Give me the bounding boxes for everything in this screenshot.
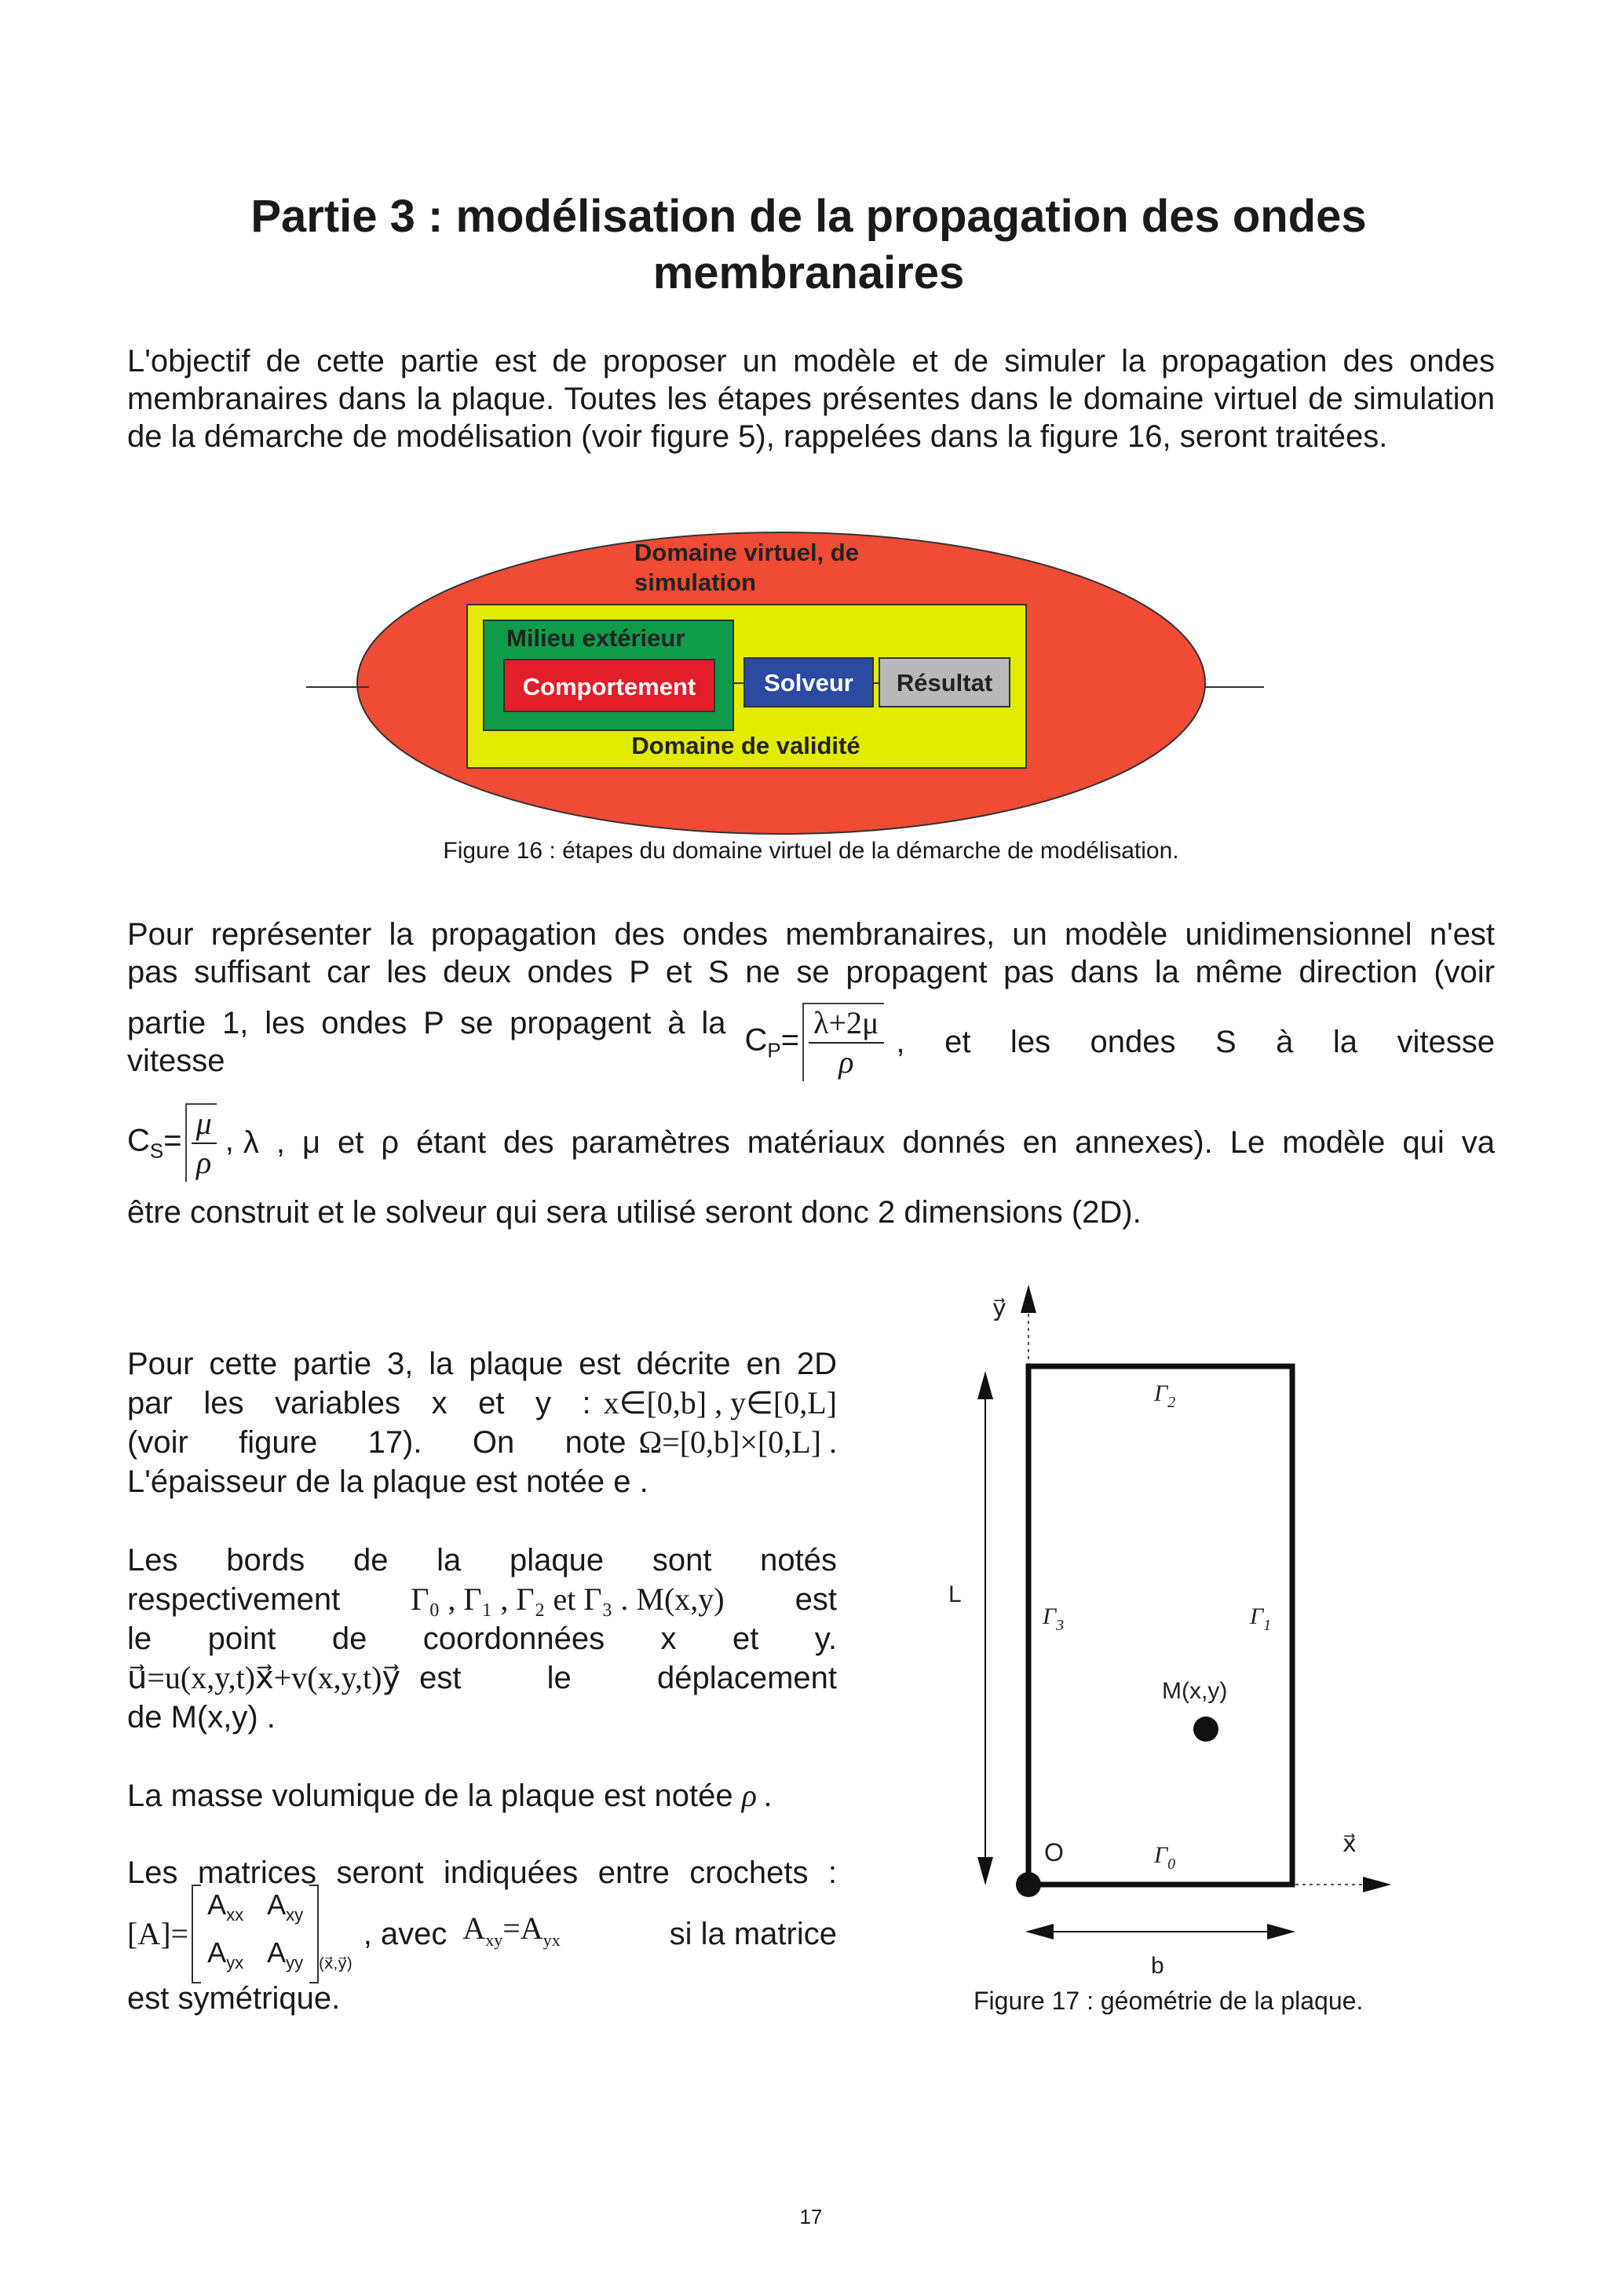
L-label: L xyxy=(948,1581,962,1607)
page-number: 17 xyxy=(799,2205,823,2228)
L-arrow-bottom xyxy=(977,1857,993,1885)
para2-line-3a: partie 1, les ondes P se propagent à la vitesse xyxy=(127,1006,726,1078)
cp-formula: $C_P=$ $\frac{\lambda+2\mu}{\rho}$ xyxy=(745,1003,884,1081)
col-p1-line-2 xyxy=(127,1384,837,1423)
para2-line-1: Pour représenter la propagation des ondes membranaires, un modèle unidimensionnel n'est xyxy=(127,917,1495,952)
cp-numerator: λ+2μ xyxy=(809,1004,883,1044)
gamma-0-label: $\Gamma_0$ xyxy=(1154,1842,1176,1873)
cs-denominator: ρ xyxy=(196,1145,212,1180)
col-p2-line-2 xyxy=(127,1580,837,1619)
matrix-A xyxy=(192,1885,353,1983)
origin-point xyxy=(1016,1872,1041,1897)
matrix-lhs: [A]= xyxy=(127,1916,189,1951)
cs-numerator: μ xyxy=(192,1105,217,1144)
col-p2-line-2-end: est xyxy=(795,1582,837,1617)
cs-subscript: S xyxy=(149,1139,164,1163)
page-title xyxy=(126,188,1492,302)
col-p1-line-2-math: x∈[0,b] , y∈[0,L] xyxy=(603,1385,837,1420)
origin-label: O xyxy=(1044,1838,1064,1866)
col-p1-line-3-text: (voir figure 17). On note xyxy=(127,1425,627,1460)
cp-symbol: C xyxy=(744,1022,768,1058)
col-p2-line-4-math: u⃗=u(x,y,t)x⃗+v(x,y,t)y⃗ xyxy=(127,1660,401,1695)
col-p4-end: si la matrice xyxy=(669,1917,837,1951)
para2-line-3b: , et les ondes S à la vitesse xyxy=(896,1025,1495,1059)
col-p2-line-2-math: Γ₀ , Γ₁ , Γ₂ et Γ₃ . M(x,y) xyxy=(411,1581,725,1617)
col-p1-line-1: Pour cette partie 3, la plaque est décrite en 2D xyxy=(127,1347,837,1381)
col-p3-text: La masse volumique de la plaque est notée xyxy=(127,1779,733,1813)
point-M-label: M(x,y) xyxy=(1162,1678,1228,1704)
page-title-line-2: membranaires xyxy=(652,247,965,298)
x-axis-arrow xyxy=(1363,1877,1391,1892)
col-p1-line-4-text: L'épaisseur de la plaque est notée xyxy=(127,1464,605,1499)
figure-17-diagram xyxy=(926,1272,1413,2010)
b-arrow-left xyxy=(1025,1924,1054,1940)
col-p2-line-1: Les bords de la plaque sont notés xyxy=(127,1543,837,1578)
cs-symbol: C xyxy=(127,1123,150,1158)
col-p1-line-3-math: Ω=[0,b]×[0,L] . xyxy=(638,1424,837,1460)
cs-formula: $C_S=$ $\frac{\mu}{\rho}$ , xyxy=(127,1103,234,1182)
col-p3-math: ρ . xyxy=(741,1778,773,1813)
matrix-a-yx: $A_{yx}$ xyxy=(207,1936,244,1973)
col-p1-line-2-text: par les variables x et y : xyxy=(127,1386,591,1420)
figure-16-caption: Figure 16 : étapes du domaine virtuel de la démarche de modélisation. xyxy=(443,838,1179,864)
comportement-label: Comportement xyxy=(522,673,696,700)
col-p1-line-4-math: e . xyxy=(613,1464,648,1499)
col-p1-line-4 xyxy=(127,1462,837,1501)
milieu-exterieur-label: Milieu extérieur xyxy=(506,624,685,652)
x-axis-label: x⃗ xyxy=(1343,1831,1357,1857)
domain-virtuel-label-2: simulation xyxy=(634,569,757,596)
domain-virtuel-label-1: Domaine virtuel, de xyxy=(634,539,859,566)
y-axis-label: y⃗ xyxy=(992,1296,1006,1322)
cp-denominator: ρ xyxy=(838,1044,854,1080)
col-p3-line xyxy=(127,1776,837,1815)
L-arrow-top xyxy=(977,1371,993,1399)
col-p4-avec: , avec xyxy=(363,1917,448,1951)
col-p2-line-4-text: est le déplacement xyxy=(419,1661,837,1695)
figure-17-caption: Figure 17 : géométrie de la plaque. xyxy=(974,1987,1364,2015)
para2-line-5: être construit et le solveur qui sera utilisé seront donc 2 dimensions (2D). xyxy=(127,1195,1142,1230)
b-label: b xyxy=(1151,1953,1164,1979)
figure-16-diagram xyxy=(306,526,1280,840)
resultat-label: Résultat xyxy=(896,669,993,696)
para2-line-3 xyxy=(127,991,1495,1093)
point-M xyxy=(1193,1717,1218,1742)
matrix-a-xx: $A_{xx}$ xyxy=(207,1888,244,1925)
matrix-basis: (x⃗,y⃗) xyxy=(319,1955,353,1973)
para2-line-2: pas suffisant car les deux ondes P et S ne se propagent pas dans la même direction (voir xyxy=(127,955,1495,989)
col-p4-equality: $A_{xy}=A_{yx}$ xyxy=(462,1910,561,1950)
col-p2-line-3: le point de coordonnées x et y. xyxy=(127,1621,837,1656)
matrix-a-yy: $A_{yy}$ xyxy=(267,1936,304,1973)
intro-paragraph: L'objectif de cette partie est de proposer un modèle et de simuler la propagation des ondes membranaires dans la plaque. Toutes les étapes présentes dans le domaine virtuel de simulation de la démarche de modélisation (voir figure 5), rappelées dans la figure 16, seront traitées. xyxy=(127,344,1495,454)
col-p4-line-2 xyxy=(127,1888,837,1977)
gamma-1-label: $\Gamma_1$ xyxy=(1250,1603,1272,1634)
gamma-3-label: $\Gamma_3$ xyxy=(1043,1603,1065,1634)
y-axis-arrow xyxy=(1021,1285,1036,1313)
col-p4-line-1: Les matrices seront indiquées entre crochets : xyxy=(127,1855,837,1890)
para2-line-4 xyxy=(127,1091,1495,1194)
matrix-a-xy: $A_{xy}$ xyxy=(267,1888,304,1925)
col-p2-line-2-text: respectivement xyxy=(127,1582,341,1617)
col-p1-line-3 xyxy=(127,1423,837,1462)
para2-line-4-text: λ , μ et ρ étant des paramètres matériaux donnés en annexes). Le modèle qui va xyxy=(243,1125,1495,1160)
domaine-validite-label: Domaine de validité xyxy=(631,732,860,759)
cp-subscript: P xyxy=(767,1038,781,1062)
b-arrow-right xyxy=(1267,1924,1295,1940)
gamma-2-label: $\Gamma_2$ xyxy=(1154,1380,1176,1411)
page-title-line-1: Partie 3 : modélisation de la propagation des ondes xyxy=(250,191,1367,242)
col-p4-line-3: est symétrique. xyxy=(127,1981,341,2016)
col-p2-line-4 xyxy=(127,1658,837,1698)
solveur-label: Solveur xyxy=(764,669,853,696)
col-p2-line-5: de M(x,y) . xyxy=(127,1700,276,1735)
